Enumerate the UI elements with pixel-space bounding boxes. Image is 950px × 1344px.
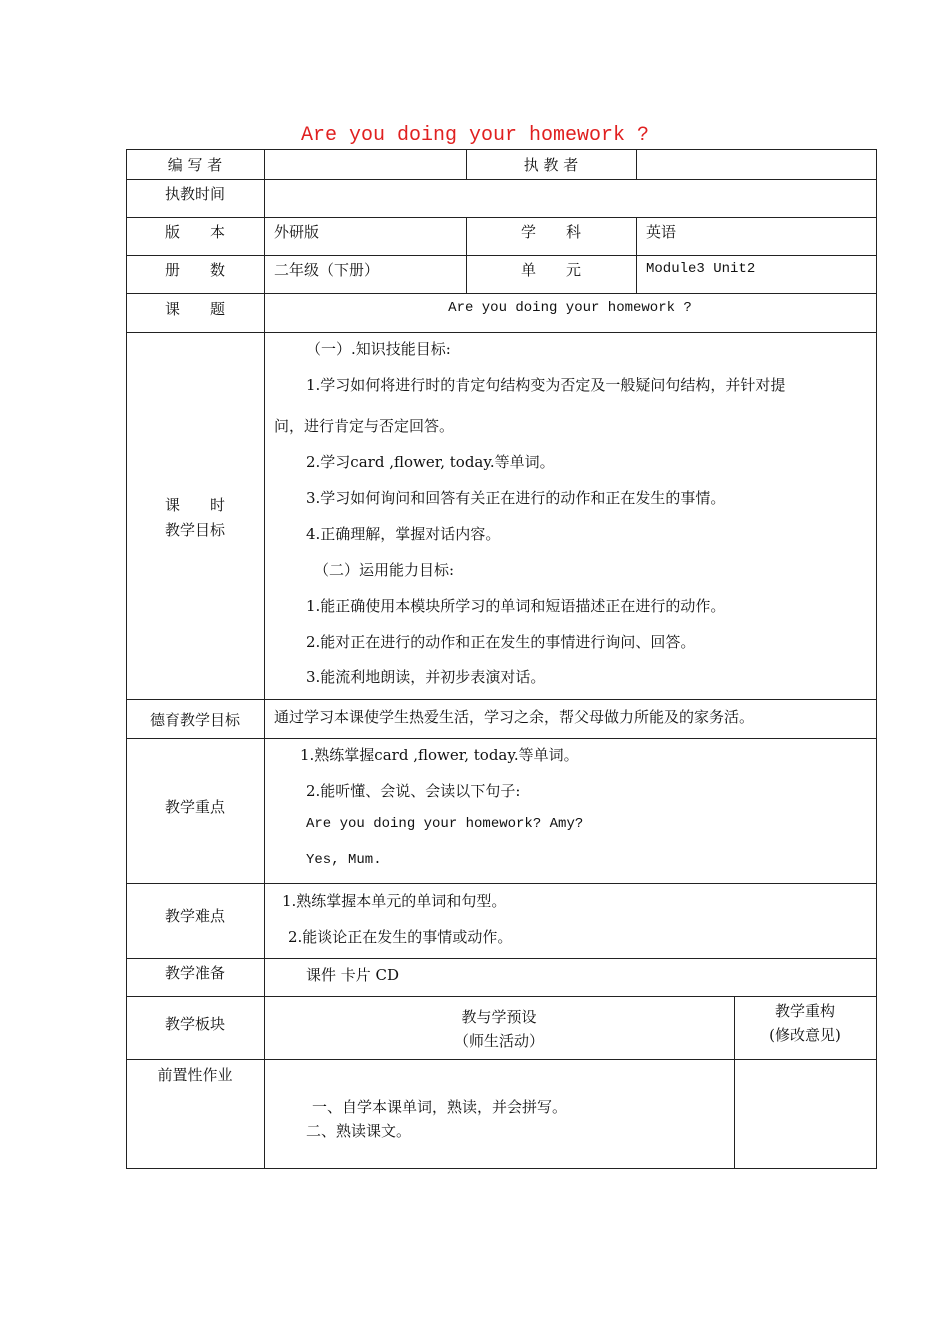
key-label: 教学重点 xyxy=(164,798,225,816)
objective-line: （一）.知识技能目标: xyxy=(306,340,451,358)
author-label: 编 写 者 xyxy=(167,156,223,174)
key-point: 2.能听懂、会说、会读以下句子: xyxy=(306,782,521,800)
key-point: Are you doing your homework? Amy? xyxy=(306,816,584,832)
document-title: Are you doing your homework ? xyxy=(300,124,650,147)
difficult-point: 1.熟练掌握本单元的单词和句型。 xyxy=(282,892,507,910)
topic-label: 课 题 xyxy=(164,300,225,318)
objective-label-1: 课 时 xyxy=(164,496,225,514)
objective-line: （二）运用能力目标: xyxy=(314,561,455,579)
preview-item: 一、自学本课单词，熟读，并会拼写。 xyxy=(312,1098,568,1116)
objective-line: 2.学习card ,flower, today.等单词。 xyxy=(306,453,555,471)
design-label-2: （师生活动） xyxy=(453,1032,544,1050)
objective-line: 1.能正确使用本模块所学习的单词和短语描述正在进行的动作。 xyxy=(306,597,726,615)
volume-value: 二年级（下册） xyxy=(274,261,380,279)
key-point: Yes, Mum. xyxy=(306,852,382,868)
key-point: 1.熟练掌握card ,flower, today.等单词。 xyxy=(300,746,579,764)
unit-label: 单 元 xyxy=(520,261,581,279)
preview-item: 二、熟读课文。 xyxy=(306,1122,412,1140)
moral-value: 通过学习本课使学生热爱生活，学习之余，帮父母做力所能及的家务活。 xyxy=(274,708,755,726)
preview-label: 前置性作业 xyxy=(157,1066,233,1084)
subject-value: 英语 xyxy=(646,223,677,241)
volume-label: 册 数 xyxy=(164,261,225,279)
design-label-1: 教与学预设 xyxy=(461,1008,537,1026)
prep-value: 课件 卡片 CD xyxy=(306,966,400,984)
prep-label: 教学准备 xyxy=(164,964,225,982)
edition-value: 外研版 xyxy=(274,223,320,241)
objective-line: 2.能对正在进行的动作和正在发生的事情进行询问、回答。 xyxy=(306,633,696,651)
difficult-point: 2.能谈论正在发生的事情或动作。 xyxy=(288,928,513,946)
subject-label: 学 科 xyxy=(520,223,581,241)
objective-line: 3.学习如何询问和回答有关正在进行的动作和正在发生的事情。 xyxy=(306,489,726,507)
objective-line: 问，进行肯定与否定回答。 xyxy=(274,417,455,435)
objective-line: 4.正确理解，掌握对话内容。 xyxy=(306,525,501,543)
block-label: 教学板块 xyxy=(164,1015,225,1033)
time-label: 执教时间 xyxy=(164,185,225,203)
rebuild-label-1: 教学重构 xyxy=(774,1002,835,1020)
objective-label-2: 教学目标 xyxy=(164,521,225,539)
unit-value: Module3 Unit2 xyxy=(646,261,756,277)
objective-line: 1.学习如何将进行时的肯定句结构变为否定及一般疑问句结构，并针对提 xyxy=(306,376,786,394)
moral-label: 德育教学目标 xyxy=(149,711,240,729)
objective-line: 3.能流利地朗读，并初步表演对话。 xyxy=(306,668,546,686)
rebuild-label-2: (修改意见) xyxy=(769,1026,841,1044)
edition-label: 版 本 xyxy=(164,223,225,241)
topic-value: Are you doing your homework ? xyxy=(448,300,692,316)
difficult-label: 教学难点 xyxy=(164,907,225,925)
teacher-label: 执 教 者 xyxy=(523,156,579,174)
